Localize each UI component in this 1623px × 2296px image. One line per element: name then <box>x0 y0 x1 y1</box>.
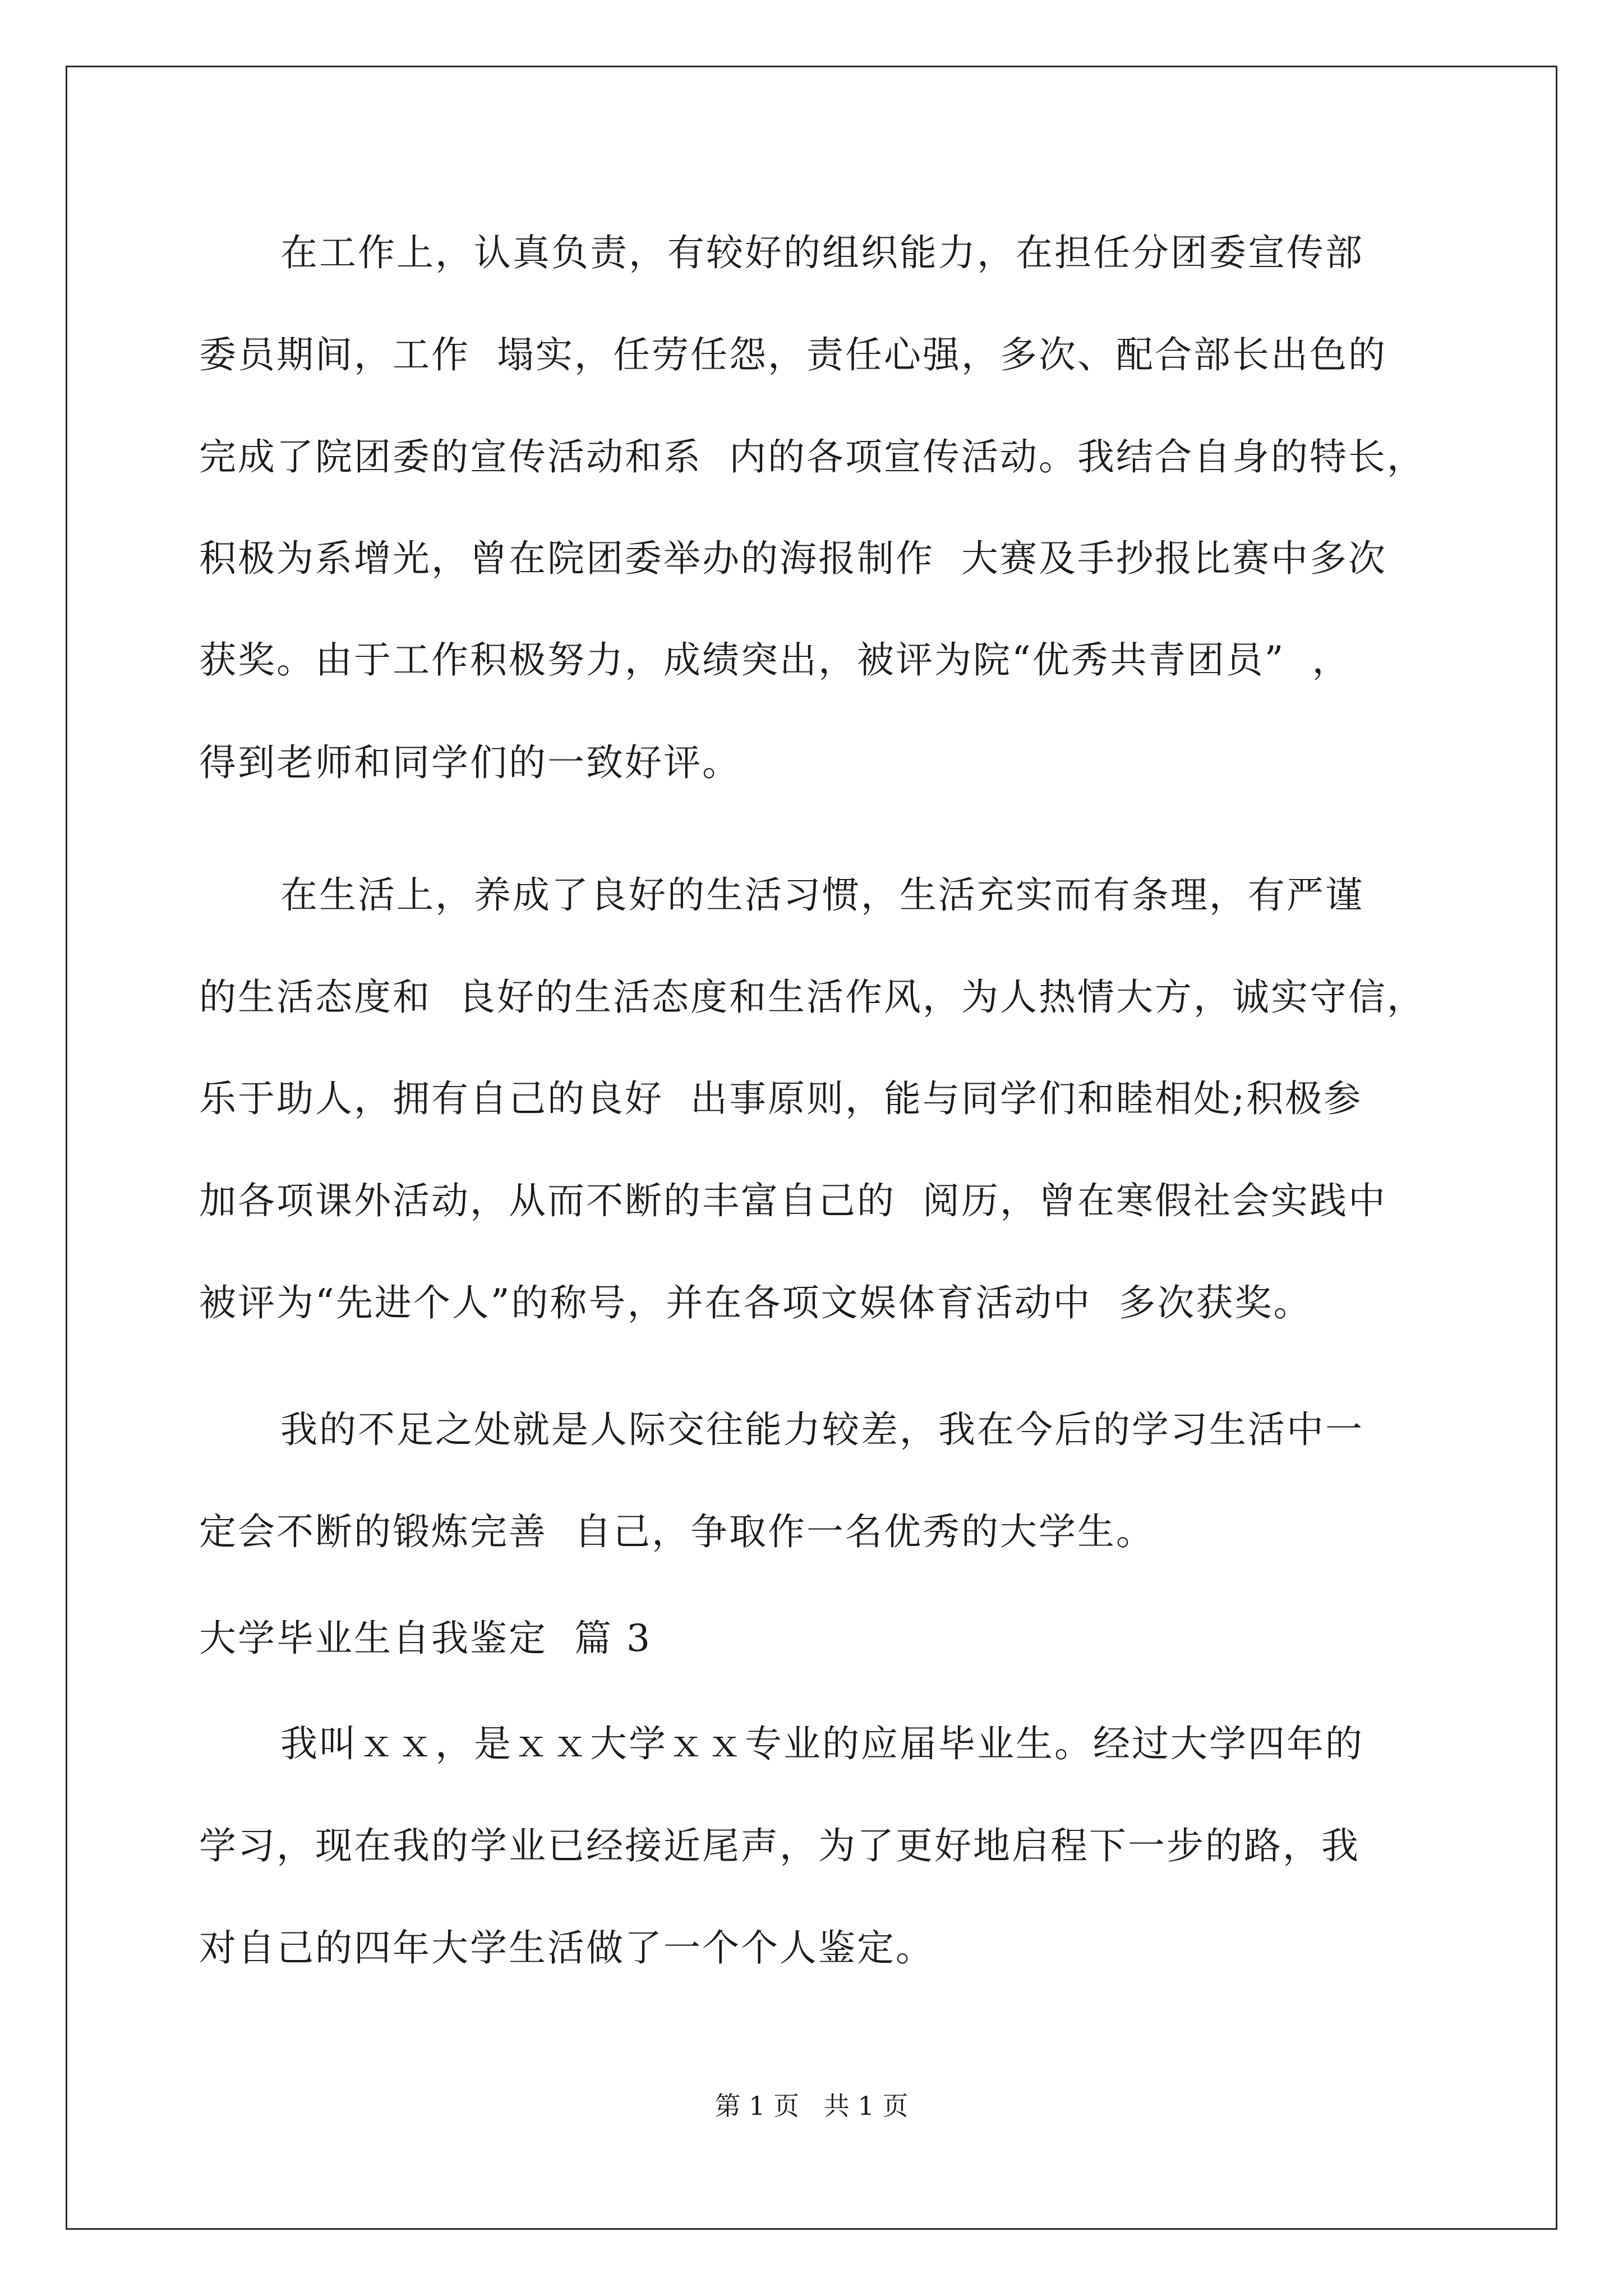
paragraph-4-line-3: 对自己的四年大学生活做了一个个人鉴定。 <box>199 1926 934 1970</box>
paragraph-1-line-6: 得到老师和同学们的一致好评。 <box>199 741 741 784</box>
paragraph-4-line-2: 学习，现在我的学业已经接近尾声，为了更好地启程下一步的路，我 <box>199 1824 1360 1867</box>
section-heading: 大学毕业生自我鉴定 篇 3 <box>199 1617 652 1660</box>
paragraph-2-line-3: 乐于助人，拥有自己的良好 出事原则，能与同学们和睦相处;积极参 <box>199 1077 1363 1120</box>
paragraph-4-line-1: 我叫ｘｘ，是ｘｘ大学ｘｘ专业的应届毕业生。经过大学四年的 <box>280 1722 1364 1765</box>
paragraph-2-line-5: 被评为“先进个人”的称号，并在各项文娱体育活动中 多次获奖。 <box>199 1281 1312 1324</box>
page-footer: 第 1 页 共 1 页 <box>714 2091 909 2121</box>
page-border <box>66 66 1557 2230</box>
paragraph-1-line-1: 在工作上，认真负责，有较好的组织能力，在担任分团委宣传部 <box>280 231 1364 274</box>
paragraph-2-line-1: 在生活上，养成了良好的生活习惯，生活充实而有条理，有严谨 <box>280 873 1364 917</box>
paragraph-1-line-2: 委员期间，工作 塌实，任劳任怨，责任心强，多次、配合部长出色的 <box>199 333 1387 376</box>
paragraph-1-line-5: 获奖。由于工作积极努力，成绩突出，被评为院“优秀共青团员” ， <box>199 638 1351 682</box>
paragraph-3-line-2: 定会不断的锻炼完善 自己，争取作一名优秀的大学生。 <box>199 1510 1155 1553</box>
paragraph-2-line-2: 的生活态度和 良好的生活态度和生活作风，为人热情大方，诚实守信， <box>199 976 1426 1019</box>
paragraph-1-line-3: 完成了院团委的宣传活动和系 内的各项宣传活动。我结合自身的特长， <box>199 435 1426 478</box>
paragraph-1-line-4: 积极为系增光，曾在院团委举办的海报制作 大赛及手抄报比赛中多次 <box>199 537 1387 580</box>
paragraph-2-line-4: 加各项课外活动，从而不断的丰富自己的 阅历，曾在寒假社会实践中 <box>199 1179 1387 1222</box>
paragraph-3-line-1: 我的不足之处就是人际交往能力较差，我在今后的学习生活中一 <box>280 1408 1364 1451</box>
